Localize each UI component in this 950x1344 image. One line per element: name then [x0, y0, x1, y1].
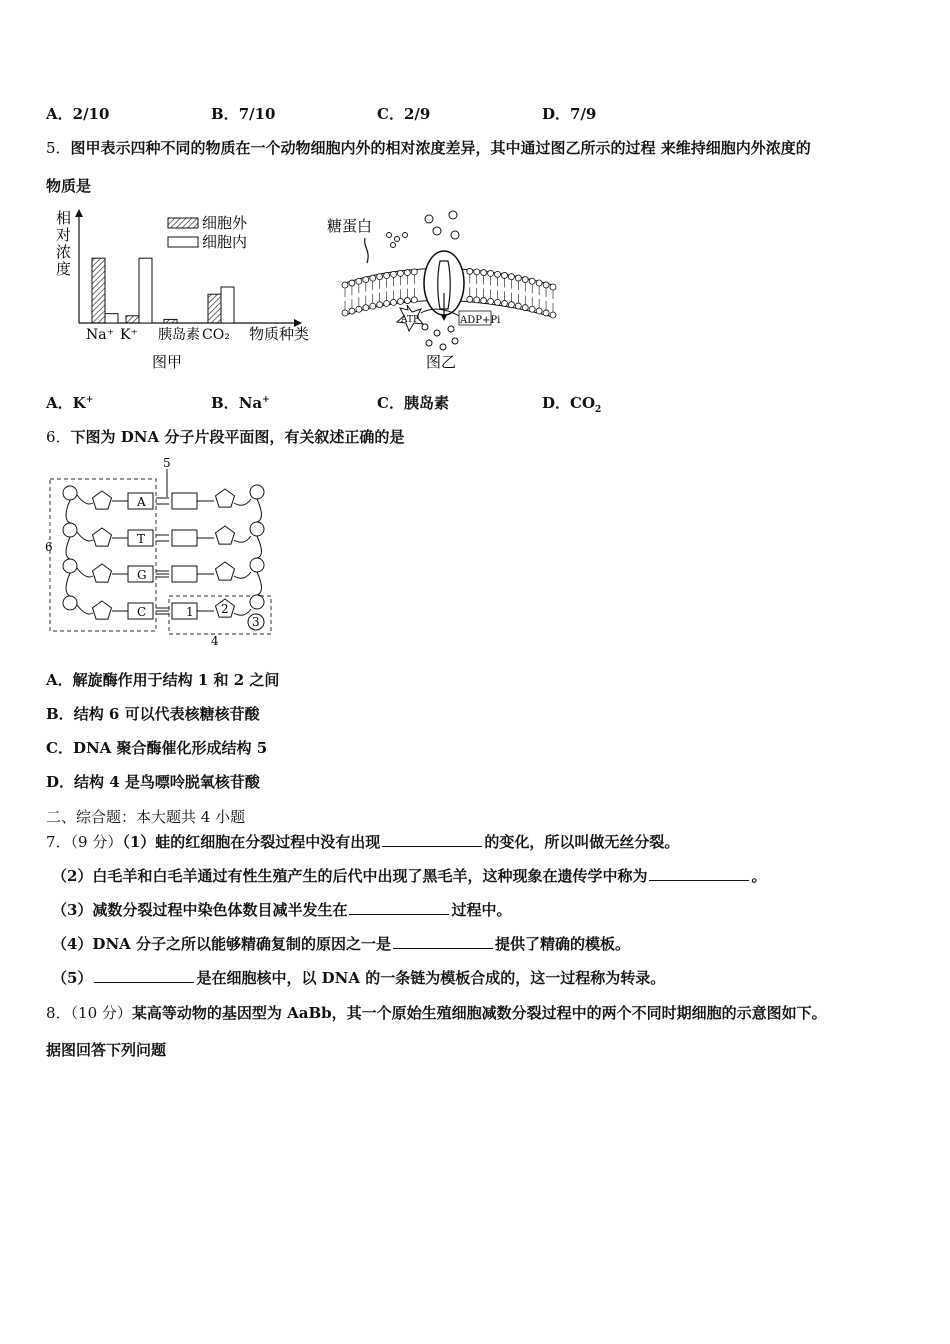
lipid-head	[370, 275, 376, 281]
molecule	[387, 233, 392, 238]
ylabel-char: 对	[56, 226, 72, 244]
q5-option-a: A．K+	[46, 394, 94, 412]
lipid-head	[481, 298, 487, 304]
q4-option-c: C．2/9	[377, 105, 431, 123]
q7-part2: （2）白毛羊和白毛羊通过有性生殖产生的后代中出现了黑毛羊，这种现象在遗传学中称为 。	[52, 867, 767, 885]
lipid-head	[411, 297, 417, 303]
bar-inside-1	[139, 258, 152, 323]
base-right	[172, 566, 197, 582]
bond-right	[234, 609, 251, 615]
lipid-head	[536, 280, 542, 286]
chart-xlabel: 物质种类	[249, 325, 310, 343]
legend-swatch-outside	[168, 218, 198, 228]
base-right	[172, 493, 197, 509]
bond-right	[234, 572, 251, 578]
molecule	[449, 211, 457, 219]
q7-blank-1[interactable]	[382, 834, 482, 847]
lipid-head	[391, 299, 397, 305]
lipid-head	[342, 282, 348, 288]
lipid-head	[522, 277, 528, 283]
q7-part1: 7．（9 分）（1）蛙的红细胞在分裂过程中没有出现 的变化，所以叫做无丝分裂。	[46, 833, 680, 851]
bar-inside-3	[221, 287, 234, 323]
molecule	[391, 243, 396, 248]
base-a: A	[137, 495, 146, 509]
lipid-head	[370, 303, 376, 309]
glycoprotein-label: 糖蛋白	[327, 217, 373, 235]
q8-stem-line2: 据图回答下列问题	[46, 1041, 167, 1059]
lipid-head	[536, 308, 542, 314]
lipid-head	[550, 312, 556, 318]
x-tick-1: K⁺	[120, 327, 138, 343]
bond-left	[77, 568, 93, 577]
q5-option-b: B．Na+	[211, 394, 270, 412]
q7-part5: （5） 是在细胞核中，以 DNA 的一条链为模板合成的，这一过程称为转录。	[52, 969, 666, 987]
phosphate-right	[250, 485, 264, 499]
q6-option-a: A．解旋酶作用于结构 1 和 2 之间	[46, 671, 280, 689]
label-4: 4	[211, 634, 219, 648]
phosphate-left	[63, 486, 77, 500]
q7-part3: （3）减数分裂过程中染色体数目减半发生在 过程中。	[52, 901, 512, 919]
bond-right	[234, 499, 251, 505]
lipid-head	[377, 302, 383, 308]
sugar-left	[93, 491, 112, 509]
molecule	[395, 237, 400, 242]
sugar-right	[216, 489, 235, 507]
molecule	[422, 324, 428, 330]
x-tick-0: Na⁺	[86, 327, 114, 343]
q5-figure-b-membrane	[325, 205, 560, 375]
q5-figure-a-chart	[46, 205, 326, 375]
chart-ylabel	[56, 209, 71, 278]
lipid-head	[488, 298, 494, 304]
label-6: 6	[45, 540, 53, 554]
molecule	[452, 338, 458, 344]
legend-label-inside: 细胞内	[202, 233, 248, 251]
q7-blank-3[interactable]	[349, 902, 449, 915]
chart-y-arrow	[75, 209, 83, 217]
lipid-head	[543, 282, 549, 288]
backbone-left	[66, 500, 70, 523]
phosphate-right	[250, 522, 264, 536]
lipid-head	[515, 275, 521, 281]
lipid-head	[495, 271, 501, 277]
dna-rows	[63, 485, 264, 619]
figure-b-title: 图乙	[426, 353, 457, 371]
chart-bars	[92, 258, 234, 323]
molecule	[433, 227, 441, 235]
chart-title: 图甲	[152, 353, 183, 371]
legend-label-outside: 细胞外	[202, 214, 248, 232]
molecule	[440, 344, 446, 350]
bar-inside-0	[105, 314, 118, 323]
lipid-head	[488, 270, 494, 276]
phosphate-left	[63, 523, 77, 537]
base-g: G	[137, 568, 147, 582]
q6-option-d: D．结构 4 是鸟嘌呤脱氧核苷酸	[46, 773, 260, 791]
lipid-head	[404, 298, 410, 304]
lipid-head	[467, 268, 473, 274]
q7-blank-2[interactable]	[649, 868, 749, 881]
lipid-head	[508, 302, 514, 308]
q6-dna-figure	[44, 455, 284, 650]
phosphate-left	[63, 596, 77, 610]
bar-outside-0	[92, 258, 105, 323]
sugar-right	[216, 562, 235, 580]
ylabel-char: 浓	[56, 243, 72, 261]
ylabel-char: 相	[56, 209, 72, 227]
backbone-right	[257, 499, 262, 522]
molecule	[448, 326, 454, 332]
lipid-head	[515, 303, 521, 309]
lipid-head	[356, 306, 362, 312]
q8-stem-line1: 8．（10 分）某高等动物的基因型为 AaBb，其一个原始生殖细胞减数分裂过程中的两个不同时期细胞的示意图如下。	[46, 1004, 827, 1022]
lipid-head	[522, 305, 528, 311]
lipid-head	[529, 306, 535, 312]
lipid-head	[543, 310, 549, 316]
lipid-head	[397, 298, 403, 304]
atp-label: ATP	[401, 315, 420, 325]
ylabel-char: 度	[56, 260, 72, 278]
lipid-head	[474, 269, 480, 275]
adp-label: ADP+Pi	[460, 315, 501, 326]
label-1: 1	[186, 605, 194, 619]
q6-stem: 6．下图为 DNA 分子片段平面图，有关叙述正确的是	[46, 428, 405, 446]
q4-option-b: B．7/10	[211, 105, 276, 123]
molecule	[403, 233, 408, 238]
label-5: 5	[163, 456, 171, 470]
q7-blank-4[interactable]	[393, 936, 493, 949]
q7-part4: （4）DNA 分子之所以能够精确复制的原因之一是 提供了精确的模板。	[52, 935, 631, 953]
bond-left	[77, 532, 93, 541]
lipid-head	[481, 270, 487, 276]
bar-outside-1	[126, 316, 139, 323]
q5-option-d: D．$CO_2$	[542, 394, 602, 415]
sugar-right	[216, 526, 235, 544]
backbone-left	[66, 573, 70, 596]
base-t: T	[137, 532, 146, 546]
base-right	[172, 530, 197, 546]
lipid-head	[495, 299, 501, 305]
lipid-head	[363, 277, 369, 283]
lipid-head	[501, 272, 507, 278]
section-2-title: 二、综合题：本大题共 4 小题	[46, 808, 246, 826]
bond-left	[77, 495, 93, 504]
legend-swatch-inside	[168, 237, 198, 247]
phosphate-left	[63, 559, 77, 573]
q5-stem-line2: 物质是	[46, 177, 92, 195]
q4-option-d: D．7/9	[542, 105, 597, 123]
bar-outside-2	[164, 319, 177, 323]
molecule	[434, 330, 440, 336]
x-tick-2: 胰岛素	[158, 327, 200, 343]
phosphate-right	[250, 595, 264, 609]
sugar-left	[93, 601, 112, 619]
lipid-head	[529, 278, 535, 284]
lipid-head	[356, 278, 362, 284]
chart-x-ticks	[86, 326, 230, 343]
molecule	[425, 215, 433, 223]
lipid-head	[411, 269, 417, 275]
backbone-right	[257, 536, 262, 558]
q6-option-c: C．DNA 聚合酶催化形成结构 5	[46, 739, 268, 757]
q4-option-a: A．2/10	[46, 105, 110, 123]
lipid-head	[342, 310, 348, 316]
x-tick-3: CO₂	[202, 327, 230, 343]
lipid-head	[397, 270, 403, 276]
molecule	[426, 340, 432, 346]
q7-blank-5[interactable]	[94, 970, 194, 983]
lipid-head	[550, 284, 556, 290]
bond-right	[234, 536, 251, 542]
label-2: 2	[221, 602, 229, 616]
lipid-head	[377, 274, 383, 280]
phosphate-right	[250, 558, 264, 572]
lipid-head	[384, 272, 390, 278]
lipid-head	[384, 300, 390, 306]
base-c: C	[137, 605, 147, 619]
lipid-head	[349, 308, 355, 314]
lipid-head	[508, 274, 514, 280]
lipid-head	[501, 300, 507, 306]
backbone-right	[257, 572, 262, 595]
lipid-head	[474, 297, 480, 303]
backbone-left	[66, 537, 70, 559]
transport-arrowhead	[441, 315, 447, 321]
lipid-head	[467, 296, 473, 302]
sugar-left	[93, 528, 112, 546]
q6-option-b: B．结构 6 可以代表核糖核苷酸	[46, 705, 260, 723]
glycoprotein-icon	[365, 238, 368, 263]
bond-left	[77, 605, 93, 614]
label-3: 3	[252, 615, 260, 629]
bar-outside-3	[208, 294, 221, 323]
q5-option-c: C．胰岛素	[377, 394, 449, 412]
lipid-head	[349, 280, 355, 286]
lipid-head	[404, 270, 410, 276]
lipid-head	[363, 305, 369, 311]
q5-stem-line1: 5．图甲表示四种不同的物质在一个动物细胞内外的相对浓度差异，其中通过图乙所示的过程 来维持细胞内外浓度的	[46, 139, 811, 157]
sugar-left	[93, 564, 112, 582]
molecule	[451, 231, 459, 239]
lipid-head	[391, 271, 397, 277]
